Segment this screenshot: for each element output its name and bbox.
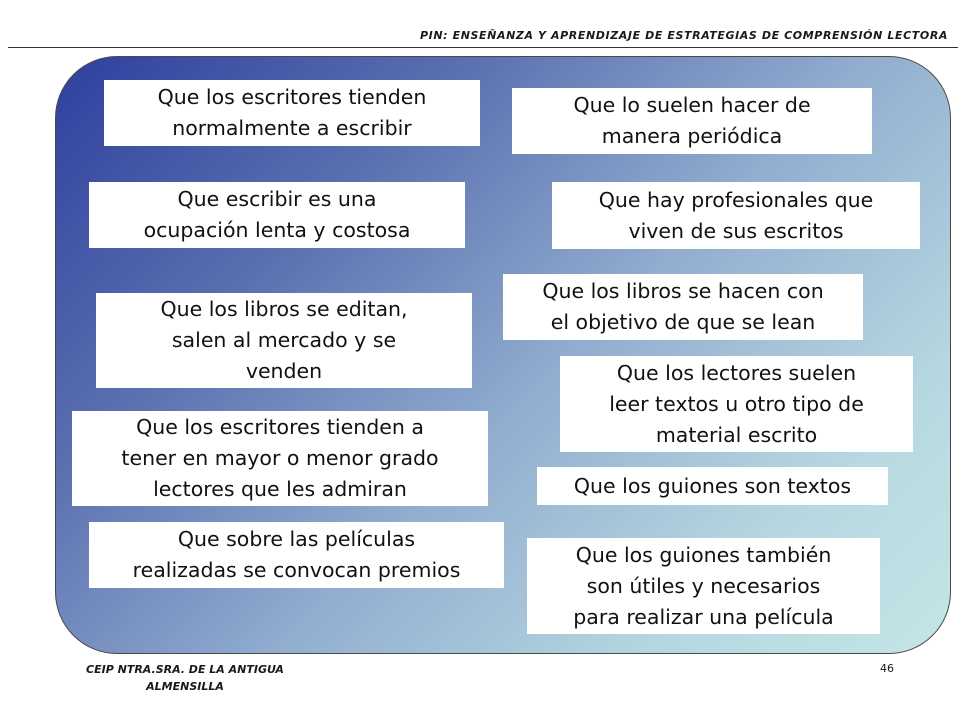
footer-school-name: CEIP NTRA.SRA. DE LA ANTIGUA ALMENSILLA [86,663,284,693]
statement-card-books-published: Que los libros se editan, salen al mercado y se venden [96,293,472,388]
header-title: PIN: ENSEÑANZA Y APRENDIZAJE DE ESTRATEGIAS DE COMPRENSIÓN LECTORA [420,29,948,42]
statement-card-writers-write: Que los escritores tienden normalmente a escribir [104,80,480,146]
statement-card-books-to-read: Que los libros se hacen con el objetivo de que se lean [503,274,863,340]
statement-card-professionals: Que hay profesionales que viven de sus escritos [552,182,920,249]
header-divider [8,47,958,48]
statement-card-periodic: Que lo suelen hacer de manera periódica [512,88,872,154]
page-number: 46 [880,662,894,675]
statement-card-scripts-useful: Que los guiones también son útiles y necesarios para realizar una película [527,538,880,634]
statement-card-readers: Que los lectores suelen leer textos u otro tipo de material escrito [560,356,913,452]
statement-card-film-awards: Que sobre las películas realizadas se convocan premios [89,522,504,588]
statement-card-scripts-texts: Que los guiones son textos [537,467,888,505]
statement-card-writers-readers: Que los escritores tienden a tener en mayor o menor grado lectores que les admiran [72,411,488,506]
statement-card-slow-occupation: Que escribir es una ocupación lenta y costosa [89,182,465,248]
